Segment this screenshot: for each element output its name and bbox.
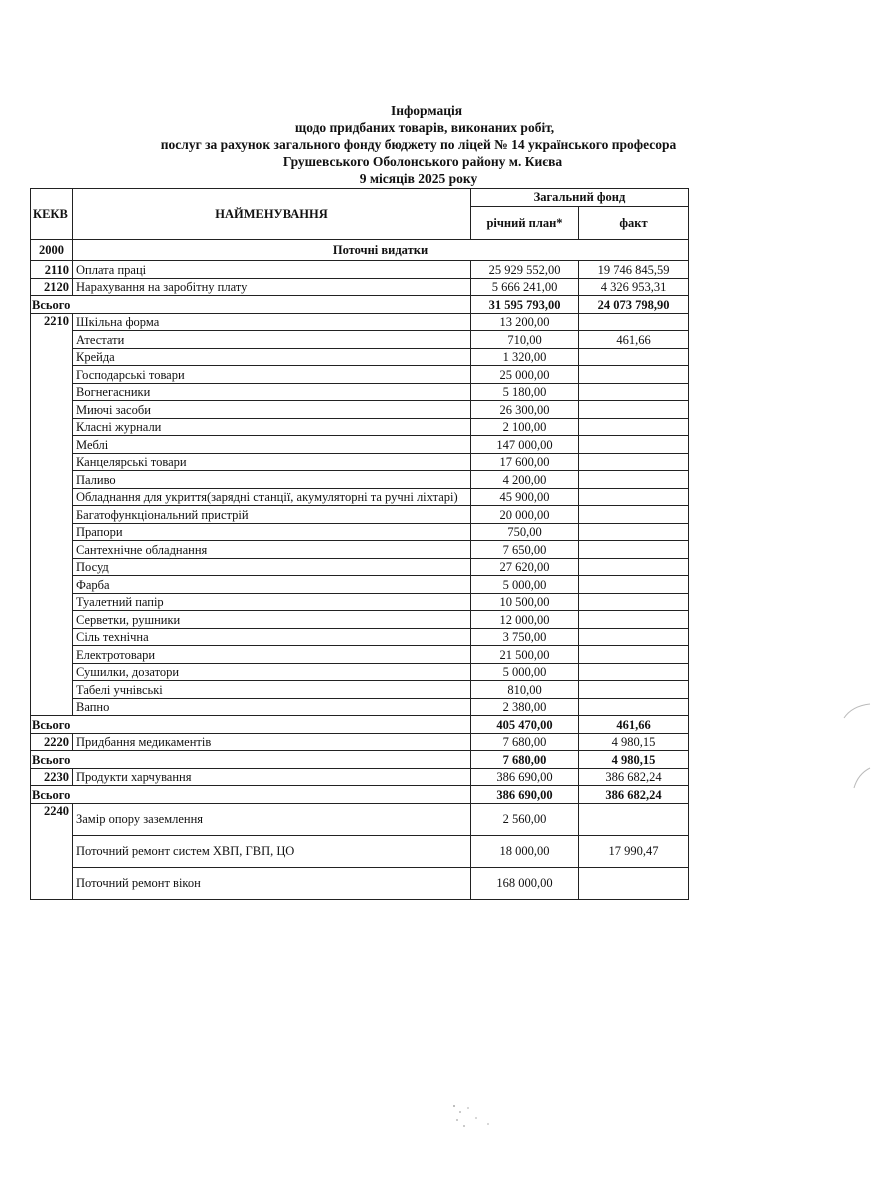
table-row [31, 646, 689, 664]
doc-subtitle-line1: щодо придбаних товарів, виконаних робіт, [294, 120, 555, 135]
row-name: Сушилки, дозатори [73, 663, 471, 681]
row-name: Табелі учнівські [73, 681, 471, 699]
row-plan: 27 620,00 [471, 558, 579, 576]
total-plan: 386 690,00 [471, 786, 579, 804]
row-name: Шкільна форма [73, 313, 471, 331]
section-code: 2000 [31, 240, 73, 261]
row-plan: 20 000,00 [471, 506, 579, 524]
table-row [31, 453, 689, 471]
row-fact: 4 980,15 [579, 733, 689, 751]
total-plan: 405 470,00 [471, 716, 579, 734]
row-plan: 168 000,00 [471, 867, 579, 899]
row-fact [579, 313, 689, 331]
row-name: Нарахування на заробітну плату [73, 278, 471, 296]
total-plan: 7 680,00 [471, 751, 579, 769]
row-name: Поточний ремонт вікон [73, 867, 471, 899]
row-name: Паливо [73, 471, 471, 489]
row-fact [579, 471, 689, 489]
table-row [31, 331, 689, 349]
row-plan: 25 000,00 [471, 366, 579, 384]
row-plan: 7 650,00 [471, 541, 579, 559]
table-row [31, 506, 689, 524]
total-label: Всього [31, 786, 471, 804]
row-fact [579, 383, 689, 401]
table-row [31, 366, 689, 384]
row-name: Сіль технічна [73, 628, 471, 646]
table-row [31, 867, 689, 899]
total-row [31, 716, 689, 734]
row-fact [579, 558, 689, 576]
total-fact: 24 073 798,90 [579, 296, 689, 314]
row-name: Посуд [73, 558, 471, 576]
row-plan: 5 000,00 [471, 663, 579, 681]
table-row [31, 733, 689, 751]
row-name: Канцелярські товари [73, 453, 471, 471]
section-row [31, 240, 689, 261]
row-plan: 810,00 [471, 681, 579, 699]
col-header-code: КЕКВ [31, 189, 73, 240]
row-fact: 461,66 [579, 331, 689, 349]
row-name: Продукти харчування [73, 768, 471, 786]
row-plan: 10 500,00 [471, 593, 579, 611]
row-plan: 18 000,00 [471, 835, 579, 867]
table-header-row [31, 189, 689, 207]
row-fact [579, 646, 689, 664]
row-name: Меблі [73, 436, 471, 454]
row-fact [579, 523, 689, 541]
table-row [31, 698, 689, 716]
row-name: Електротовари [73, 646, 471, 664]
row-fact [579, 663, 689, 681]
table-row [31, 576, 689, 594]
group-2240 [31, 803, 689, 899]
row-code: 2230 [31, 768, 73, 786]
row-name: Фарба [73, 576, 471, 594]
col-header-name: НАЙМЕНУВАННЯ [73, 189, 471, 240]
row-fact [579, 418, 689, 436]
row-fact [579, 628, 689, 646]
row-plan: 2 380,00 [471, 698, 579, 716]
doc-title: Інформація [390, 103, 463, 118]
row-plan: 5 666 241,00 [471, 278, 579, 296]
document-header [0, 102, 873, 187]
row-name: Поточний ремонт систем ХВП, ГВП, ЦО [73, 835, 471, 867]
total-label: Всього [31, 751, 471, 769]
row-plan: 710,00 [471, 331, 579, 349]
row-fact [579, 488, 689, 506]
row-fact [579, 436, 689, 454]
section-title: Поточні видатки [73, 240, 689, 261]
table-row [31, 681, 689, 699]
row-name: Замір опору заземлення [73, 803, 471, 835]
row-plan: 147 000,00 [471, 436, 579, 454]
total-fact: 461,66 [579, 716, 689, 734]
group-2210 [31, 313, 689, 716]
doc-subtitle-line2: послуг за рахунок загального фонду бюджету по ліцей № 14 українського професора [160, 137, 677, 152]
table-row [31, 593, 689, 611]
row-fact: 17 990,47 [579, 835, 689, 867]
row-plan: 2 100,00 [471, 418, 579, 436]
row-plan: 26 300,00 [471, 401, 579, 419]
row-fact: 19 746 845,59 [579, 261, 689, 279]
row-fact [579, 366, 689, 384]
col-header-fact: факт [579, 207, 689, 240]
total-plan: 31 595 793,00 [471, 296, 579, 314]
doc-period: 9 місяців 2025 року [359, 171, 478, 186]
row-fact: 4 326 953,31 [579, 278, 689, 296]
total-fact: 386 682,24 [579, 786, 689, 804]
table-row [31, 488, 689, 506]
table-row [31, 418, 689, 436]
row-code: 2240 [31, 803, 73, 899]
row-plan: 12 000,00 [471, 611, 579, 629]
table-row [31, 383, 689, 401]
row-name: Прапори [73, 523, 471, 541]
row-name: Атестати [73, 331, 471, 349]
row-fact [579, 803, 689, 835]
table-row [31, 523, 689, 541]
col-header-plan: річний план* [471, 207, 579, 240]
table-row [31, 628, 689, 646]
row-plan: 13 200,00 [471, 313, 579, 331]
table-row [31, 278, 689, 296]
row-plan: 2 560,00 [471, 803, 579, 835]
row-plan: 5 180,00 [471, 383, 579, 401]
scan-mark [842, 702, 872, 722]
table-row [31, 313, 689, 331]
row-fact [579, 698, 689, 716]
total-row [31, 751, 689, 769]
row-code: 2220 [31, 733, 73, 751]
table-row [31, 541, 689, 559]
row-code: 2110 [31, 261, 73, 279]
doc-subtitle-line3: Грушевського Оболонського району м. Києва [282, 154, 563, 169]
row-fact [579, 541, 689, 559]
row-plan: 17 600,00 [471, 453, 579, 471]
table-row [31, 663, 689, 681]
row-name: Миючі засоби [73, 401, 471, 419]
row-plan: 750,00 [471, 523, 579, 541]
row-name: Туалетний папір [73, 593, 471, 611]
table-row [31, 835, 689, 867]
scan-speckle [448, 1098, 508, 1134]
row-fact: 386 682,24 [579, 768, 689, 786]
row-name: Багатофункціональний пристрій [73, 506, 471, 524]
row-plan: 5 000,00 [471, 576, 579, 594]
total-row [31, 786, 689, 804]
row-fact [579, 453, 689, 471]
row-fact [579, 401, 689, 419]
row-code: 2210 [31, 313, 73, 716]
row-name: Вапно [73, 698, 471, 716]
row-plan: 21 500,00 [471, 646, 579, 664]
row-plan: 45 900,00 [471, 488, 579, 506]
row-name: Придбання медикаментів [73, 733, 471, 751]
row-name: Сантехнічне обладнання [73, 541, 471, 559]
row-plan: 3 750,00 [471, 628, 579, 646]
row-plan: 25 929 552,00 [471, 261, 579, 279]
row-fact [579, 576, 689, 594]
row-fact [579, 593, 689, 611]
row-name: Обладнання для укриття(зарядні станції, акумуляторні та ручні ліхтарі) [73, 488, 471, 506]
row-plan: 386 690,00 [471, 768, 579, 786]
row-name: Класні журнали [73, 418, 471, 436]
row-plan: 1 320,00 [471, 348, 579, 366]
col-header-fund: Загальний фонд [471, 189, 689, 207]
row-fact [579, 611, 689, 629]
total-row [31, 296, 689, 314]
expenditure-table [30, 188, 689, 900]
row-fact [579, 348, 689, 366]
scan-mark [852, 766, 872, 790]
total-label: Всього [31, 716, 471, 734]
row-name: Крейда [73, 348, 471, 366]
total-label: Всього [31, 296, 471, 314]
table-row [31, 348, 689, 366]
table-row [31, 768, 689, 786]
row-plan: 4 200,00 [471, 471, 579, 489]
table-row [31, 261, 689, 279]
row-name: Оплата праці [73, 261, 471, 279]
row-name: Господарські товари [73, 366, 471, 384]
row-code: 2120 [31, 278, 73, 296]
total-fact: 4 980,15 [579, 751, 689, 769]
row-name: Вогнегасники [73, 383, 471, 401]
table-row [31, 436, 689, 454]
table-row [31, 611, 689, 629]
row-fact [579, 681, 689, 699]
row-plan: 7 680,00 [471, 733, 579, 751]
row-name: Серветки, рушники [73, 611, 471, 629]
row-fact [579, 867, 689, 899]
table-row [31, 803, 689, 835]
table-row [31, 401, 689, 419]
table-row [31, 558, 689, 576]
table-row [31, 471, 689, 489]
row-fact [579, 506, 689, 524]
